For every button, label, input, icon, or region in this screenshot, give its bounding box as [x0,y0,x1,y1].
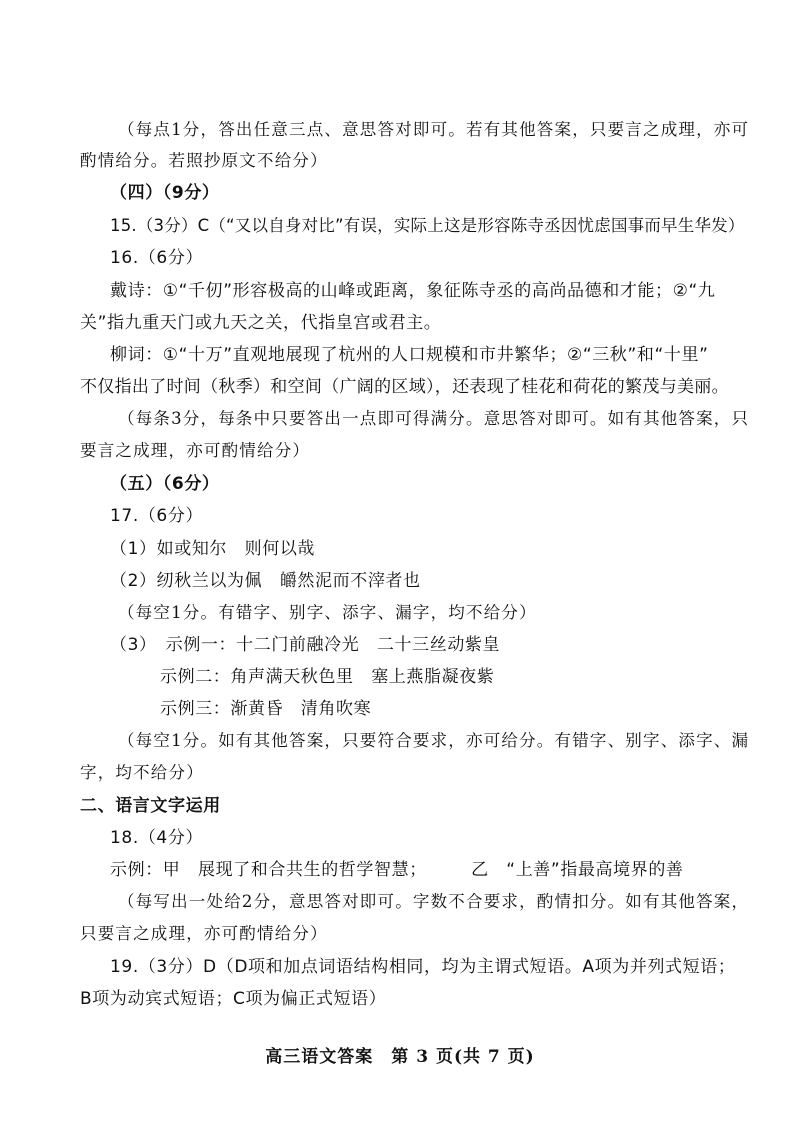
scoring-note-q18-cont: 只要言之成理，亦可酌情给分） [80,924,328,943]
answer-q16-liu-ci: 柳词：①“十万”直观地展现了杭州的人口规模和市井繁华；②“三秋”和“十里” [110,345,709,365]
scoring-note-q16: （每条3分，每条中只要答出一点即可得满分。意思答对即可。如有其他答案，只 [118,409,750,428]
scoring-note-q17-3: （每空1分。如有其他答案，只要符合要求，亦可给分。有错字、别字、添字、漏 [118,731,750,750]
answer-q19: 19.（3分）D（D项和加点词语结构相同，均为主谓式短语。A项为并列式短语； [110,957,736,977]
answer-q16-liu-ci-cont: 不仅指出了时间（秋季）和空间（广阔的区域），还表现了桂花和荷花的繁茂与美丽。 [80,377,729,397]
answer-q16-dai-poem-cont: 关”指九重天门或九天之关，代指皇宫或君主。 [80,313,442,333]
answer-q17-2: （2）纫秋兰以为佩 皭然泥而不滓者也 [110,571,421,591]
scoring-note-q14-cont: 酌情给分。若照抄原文不给分） [80,151,328,170]
answer-q17-3-example-2: 示例二：角声满天秋色里 塞上燕脂凝夜紫 [160,667,495,687]
section-heading-5: （五）（6分） [110,474,220,494]
answer-q16-dai-poem: 戴诗：①“千仞”形容极高的山峰或距离，象征陈寺丞的高尚品德和才能；②“九 [110,281,716,301]
answer-q19-cont: B项为动宾式短语；C项为偏正式短语） [80,989,387,1009]
part-heading-language-use: 二、语言文字运用 [80,796,221,816]
scoring-note-q18: （每写出一处给2分，意思答对即可。字数不合要求，酌情扣分。如有其他答案， [118,892,750,911]
page-footer: 高三语文答案 第 3 页(共 7 页) [265,1047,535,1067]
question-18-label: 18.（4分） [110,828,204,848]
question-16-label: 16.（6分） [110,248,204,268]
section-heading-4: （四）（9分） [110,183,220,203]
answer-q15: 15.（3分）C（“又以自身对比”有误，实际上这是形容陈寺丞因忧虑国事而早生华发） [110,216,745,235]
scoring-note-q17-1-2: （每空1分。有错字、别字、添字、漏字，均不给分） [118,603,537,622]
question-17-label: 17.（6分） [110,506,204,526]
scoring-note-q14: （每点1分，答出任意三点、意思答对即可。若有其他答案，只要言之成理，亦可 [118,120,750,139]
answer-q17-3-example-3: 示例三：渐黄昏 清角吹寒 [160,699,372,719]
scoring-note-q16-cont: 要言之成理，亦可酌情给分） [80,441,311,460]
scoring-note-q17-3-cont: 字，均不给分） [80,763,204,782]
answer-q17-1: （1）如或知尔 则何以哉 [110,539,316,559]
answer-q18: 示例：甲 展现了和合共生的哲学智慧； 乙 “上善”指最高境界的善 [110,860,684,880]
answer-q17-3-example-1: （3） 示例一：十二门前融冷光 二十三丝动紫皇 [110,635,501,655]
